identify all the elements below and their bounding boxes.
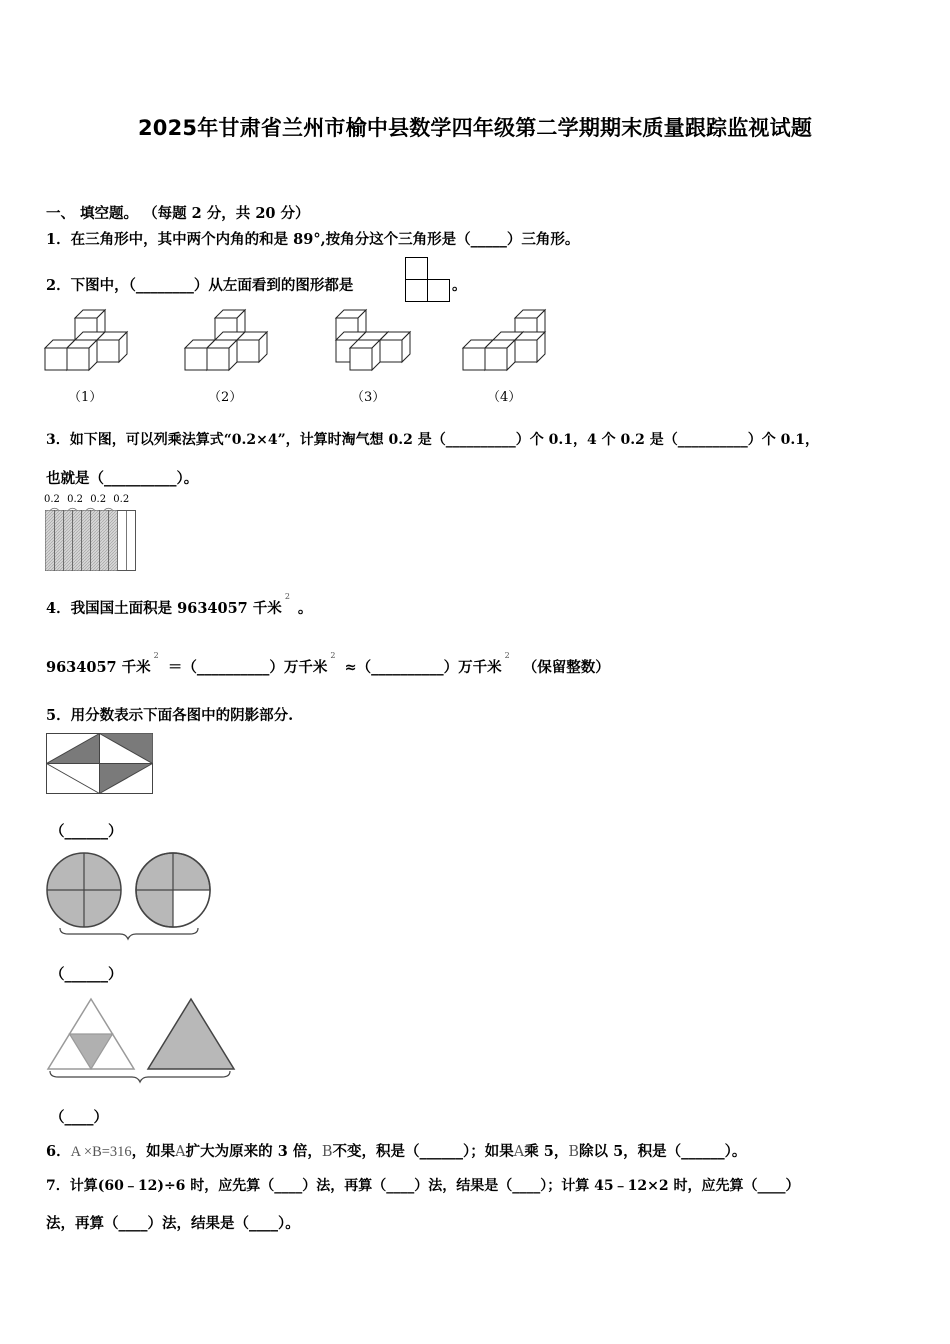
q6-text: 乘 5， bbox=[524, 1143, 569, 1160]
question-3-line-1: 3．如下图，可以列乘法算式“0.2×4”，计算时淘气想 0.2 是（__________）个 0.1，4 个 0.2 是（__________）个 0.1， bbox=[46, 432, 819, 448]
question-3-line-2: 也就是（__________）。 bbox=[46, 470, 199, 487]
shaded-circles-figure bbox=[44, 852, 214, 940]
q6-text: 扩大为原来的 3 倍， bbox=[185, 1143, 322, 1160]
page-title: 2025年甘肃省兰州市榆中县数学四年级第二学期期末质量跟踪监视试题 bbox=[137, 116, 813, 140]
q4-part-c: ≈（__________）万千米 bbox=[344, 659, 502, 676]
superscript: 2 bbox=[153, 651, 159, 660]
superscript: 2 bbox=[330, 651, 336, 660]
q4-part-a: 9634057 千米 bbox=[46, 659, 151, 676]
q4-part-b: ＝（__________）万千米 bbox=[167, 659, 328, 676]
q6-text: 不变，积是（______）；如果 bbox=[332, 1143, 514, 1160]
cube bbox=[350, 340, 380, 370]
question-7-line-2: 法，再算（____）法，结果是（____）。 bbox=[46, 1215, 300, 1232]
decimal-bar-figure bbox=[45, 510, 137, 572]
bar-labels bbox=[44, 494, 129, 505]
q4-text: 4．我国国土面积是 9634057 千米 bbox=[46, 600, 282, 617]
cube bbox=[97, 332, 127, 362]
cube bbox=[67, 340, 97, 370]
cube bbox=[515, 332, 545, 362]
bar-label: 0.2 bbox=[90, 494, 107, 505]
shaded-triangles-figure bbox=[46, 997, 236, 1085]
question-2-text bbox=[46, 274, 353, 295]
cube bbox=[380, 332, 410, 362]
bar-label: 0.2 bbox=[113, 494, 130, 505]
q5-answer-1: （______） bbox=[50, 823, 123, 840]
q6-var-b: B bbox=[568, 1144, 580, 1160]
bar-label: 0.2 bbox=[67, 494, 83, 505]
q6-var-b: B bbox=[321, 1144, 333, 1160]
question-5: 5．用分数表示下面各图中的阴影部分. bbox=[46, 707, 294, 724]
q5-answer-2: （______） bbox=[50, 966, 123, 983]
question-7-line-1: 7．计算(60﹣12)÷6 时，应先算（____）法，再算（____）法，结果是（____）；计算 45﹣12×2 时，应先算（____） bbox=[46, 1178, 800, 1194]
q6-text: 除以 5，积是（______）。 bbox=[579, 1143, 747, 1160]
q6-prefix: 6． bbox=[46, 1143, 71, 1160]
section-heading: 一、 填空题。 （每题 2 分，共 20 分） bbox=[46, 205, 310, 222]
q6-var-a: A bbox=[175, 1144, 186, 1160]
superscript: 2 bbox=[284, 592, 290, 601]
cube-figures bbox=[40, 312, 560, 382]
question-1: 1．在三角形中，其中两个内角的和是 89°,按角分这个三角形是（_____）三角形。 bbox=[46, 231, 580, 248]
figure-label-1: （1） bbox=[68, 390, 103, 405]
bar-label: 0.2 bbox=[44, 494, 60, 505]
left-view-shape-icon bbox=[405, 257, 453, 303]
superscript: 2 bbox=[504, 651, 510, 660]
q5-answer-3: （____） bbox=[50, 1109, 108, 1126]
q6-var-a: A bbox=[513, 1144, 525, 1160]
cube bbox=[237, 332, 267, 362]
question-6 bbox=[46, 1140, 746, 1161]
shaded-rectangle-figure bbox=[46, 733, 154, 795]
cube bbox=[485, 340, 515, 370]
question-4-line-1 bbox=[46, 592, 313, 618]
figure-label-4: （4） bbox=[487, 390, 522, 405]
figure-label-3: （3） bbox=[351, 390, 386, 405]
figure-label-2: （2） bbox=[208, 390, 243, 405]
question-2-suffix: 。 bbox=[452, 277, 467, 294]
q6-expression: A ×B=316 bbox=[70, 1144, 132, 1160]
question-4-line-2 bbox=[46, 651, 610, 677]
q4-period: 。 bbox=[297, 600, 313, 617]
question-2-prefix: 2．下图中，（________）从左面看到的图形都是 bbox=[46, 277, 354, 294]
q6-text: ，如果 bbox=[131, 1143, 176, 1160]
cube bbox=[207, 340, 237, 370]
q4-part-d: （保留整数） bbox=[522, 659, 610, 676]
